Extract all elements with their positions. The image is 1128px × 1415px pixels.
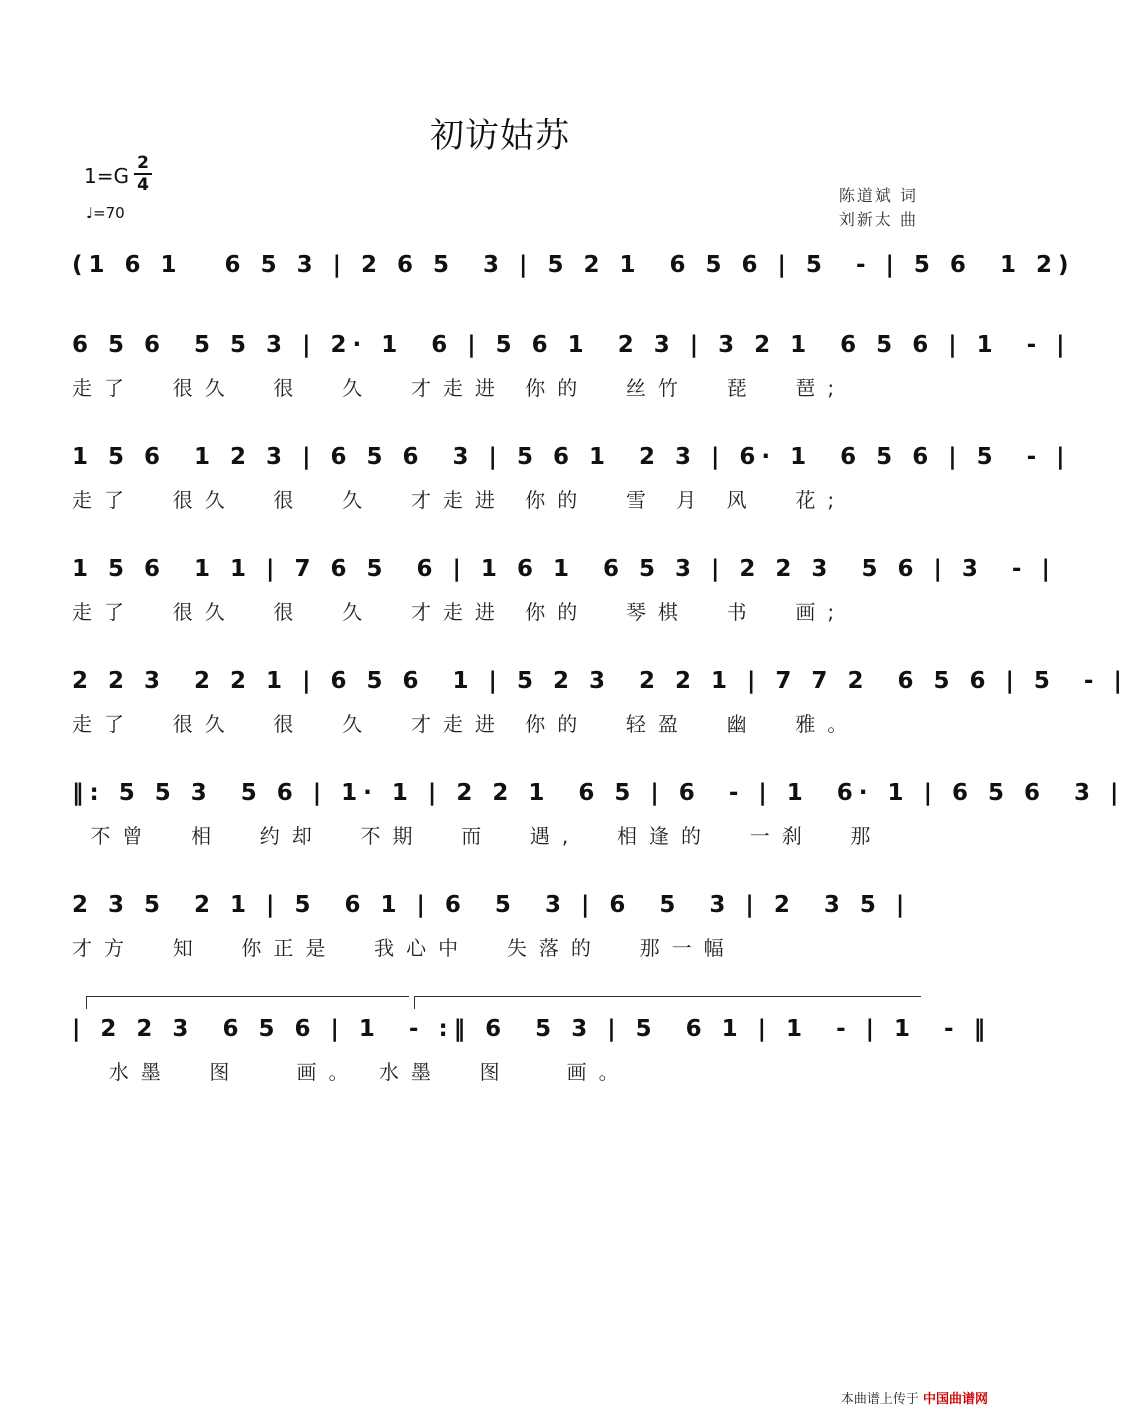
notation-line: 1 5 6 1 2 3 | 6 5 6 3 | 5 6 1 2 3 | 6· 1 6 5 6 | 5 - | [72, 444, 1071, 470]
lyrics-line: 走了 很久 很 久 才走进 你的 轻盈 幽 雅。 [72, 712, 860, 736]
second-ending-bracket [414, 996, 921, 1009]
notation-line: 2 2 3 2 2 1 | 6 5 6 1 | 5 2 3 2 2 1 | 7 7 2 6 5 6 | 5 - | [72, 668, 1128, 694]
lyricist-credit: 陈道斌 词 [838, 186, 918, 205]
tempo-marking: ♩=70 [86, 204, 125, 222]
time-signature-bottom: 4 [137, 175, 149, 195]
time-signature [134, 154, 152, 194]
lyrics-line: 不曾 相 约却 不期 而 遇, 相逢的 一刹 那 [72, 824, 883, 848]
notation-line: (1 6 1 6 5 3 | 2 6 5 3 | 5 2 1 6 5 6 | 5 - | 5 6 1 2) [72, 252, 1075, 278]
time-signature-top: 2 [137, 153, 149, 173]
notation-line: 1 5 6 1 1 | 7 6 5 6 | 1 6 1 6 5 3 | 2 2 3 5 6 | 3 - | [72, 556, 1056, 582]
lyrics-line: 走了 很久 很 久 才走进 你的 丝竹 琵 琶; [72, 376, 847, 400]
lyrics-line: 走了 很久 很 久 才走进 你的 琴棋 书 画; [72, 600, 847, 624]
site-logo[interactable]: 中国曲谱网 [922, 1392, 988, 1407]
notation-line: ‖: 5 5 3 5 6 | 1· 1 | 2 2 1 6 5 | 6 - | 1 6· 1 | 6 5 6 3 | [72, 780, 1125, 806]
lyrics-line: 走了 很久 很 久 才走进 你的 雪 月 风 花; [72, 488, 847, 512]
notation-line: 6 5 6 5 5 3 | 2· 1 6 | 5 6 1 2 3 | 3 2 1 6 5 6 | 1 - | [72, 332, 1071, 358]
notation-line: 2 3 5 2 1 | 5 6 1 | 6 5 3 | 6 5 3 | 2 3 5 | [72, 892, 911, 918]
footer-text: 本曲谱上传于 [840, 1392, 919, 1407]
key-signature: 1=G [84, 164, 129, 188]
lyrics-line: 水墨 图 画。 水墨 图 画。 [72, 1060, 631, 1084]
song-title: 初访姑苏 [430, 116, 570, 156]
lyrics-line: 才方 知 你正是 我心中 失落的 那一幅 [72, 936, 736, 960]
notation-line: | 2 2 3 6 5 6 | 1 - :‖ 6 5 3 | 5 6 1 | 1 - | 1 - ‖ [72, 1016, 992, 1042]
footer-credit [841, 1388, 988, 1407]
first-ending-bracket [86, 996, 409, 1009]
composer-credit: 刘新太 曲 [838, 210, 918, 229]
